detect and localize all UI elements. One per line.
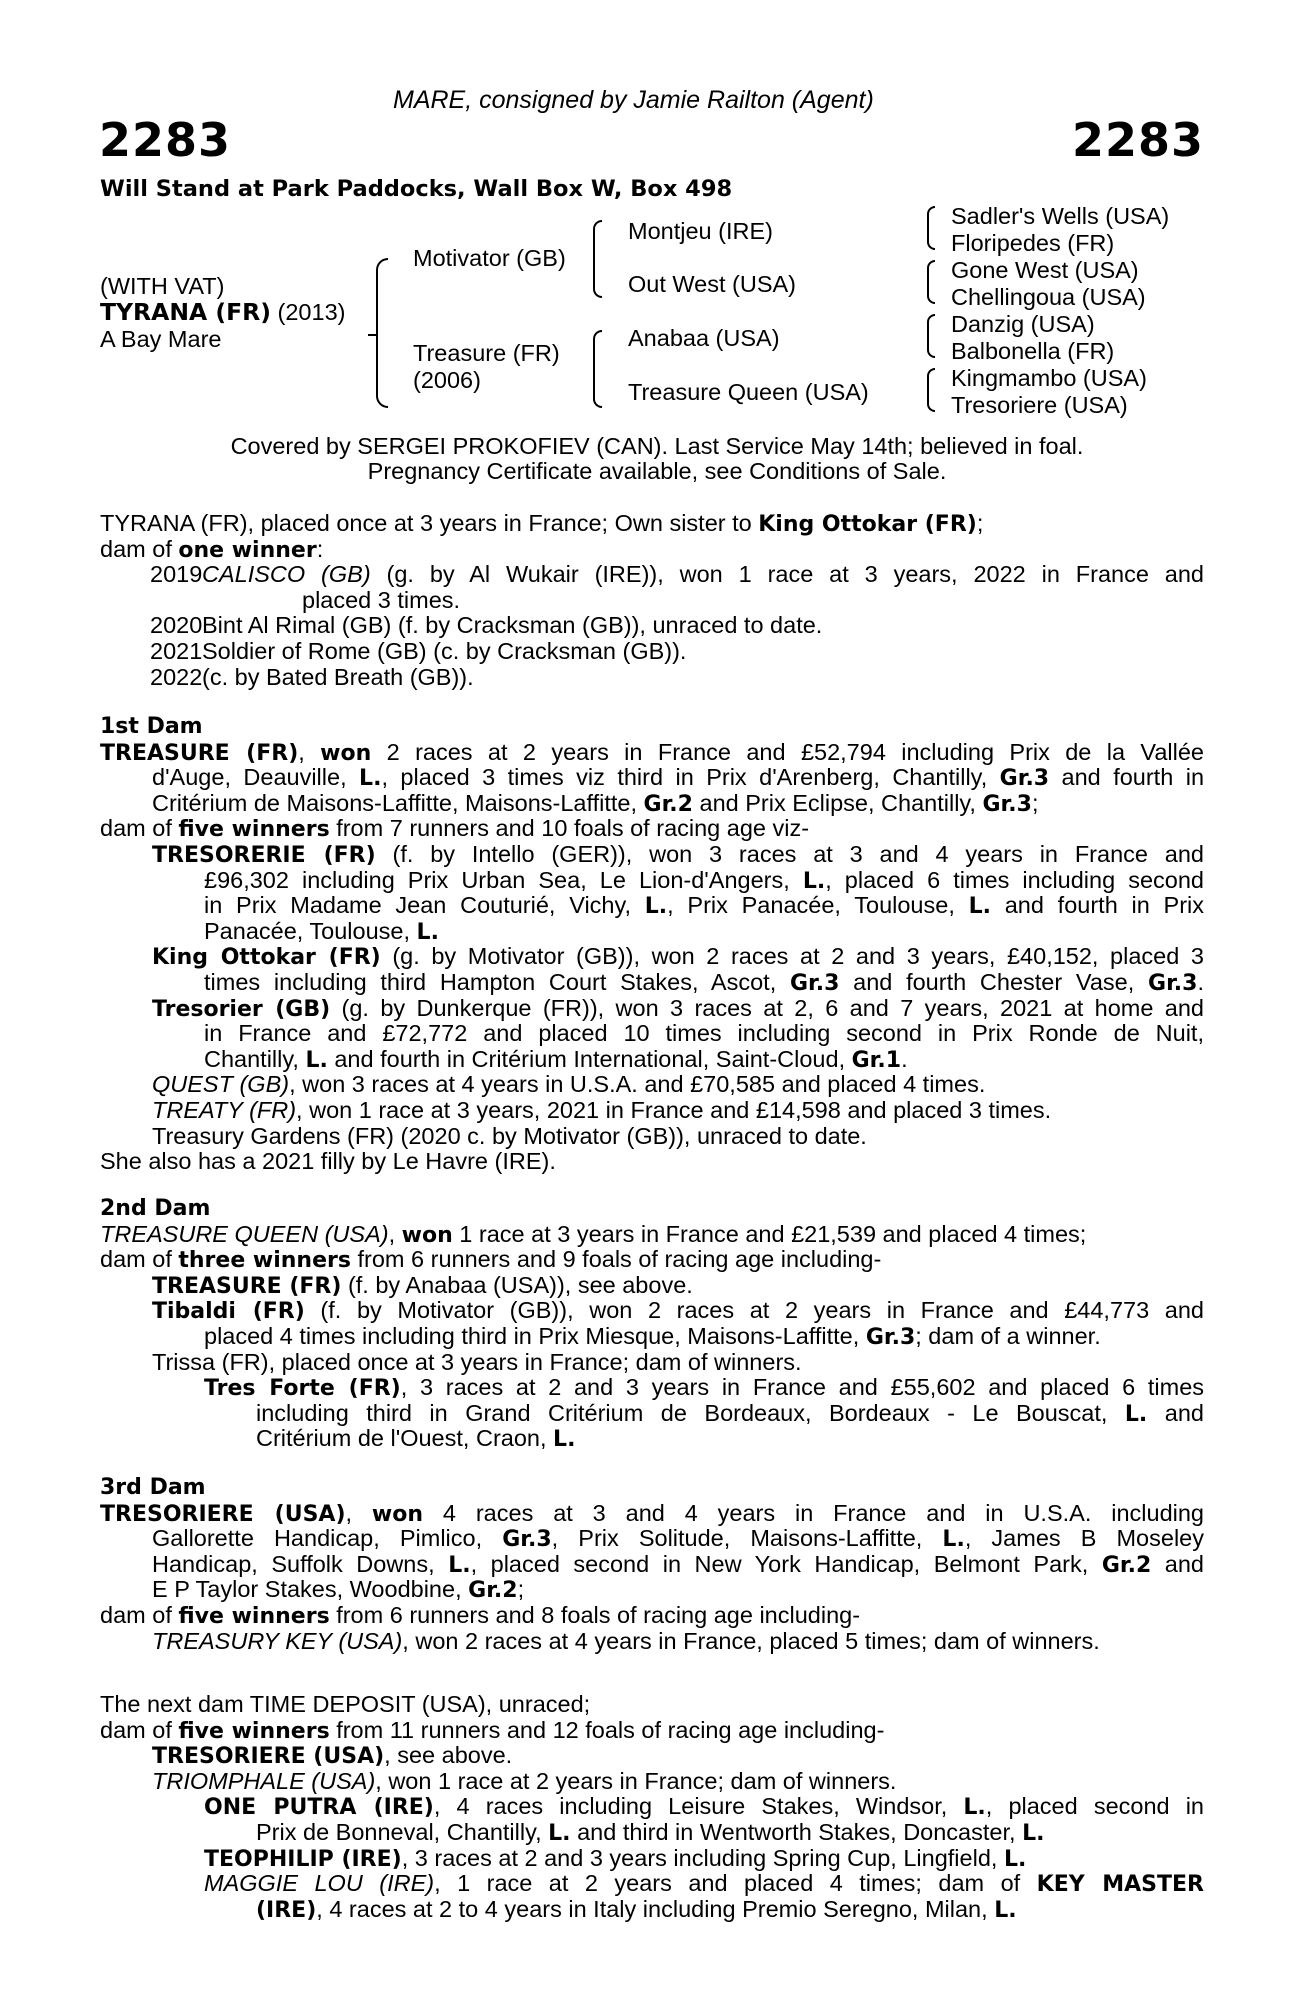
produce-2021: 2021Soldier of Rome (GB) (c. by Cracksman (GB)). [150, 637, 687, 664]
second-dam-line: Tres Forte (FR), 3 races at 2 and 3 years in France and £55,602 and placed 6 times [204, 1374, 1205, 1402]
ggp-8: Tresoriere (USA) [951, 392, 1128, 418]
sire-brace [593, 220, 602, 298]
third-dam-line: TRESORIERE (USA), won 4 races at 3 and 4 years in France and in U.S.A. including [100, 1499, 1205, 1527]
second-dam-line: placed 4 times including third in Prix Miesque, Maisons-Laffitte, Gr.3; dam of a winner. [204, 1322, 1101, 1350]
covered-line: Covered by SERGEI PROKOFIEV (CAN). Last Service May 14th; believed in foal. [230, 433, 1084, 459]
second-dam-line: dam of three winners from 6 runners and 9 foals of racing age including- [100, 1246, 882, 1274]
main-brace-bottom [376, 336, 388, 408]
next-dam-line: TRESORIERE (USA), see above. [152, 1742, 513, 1770]
first-dam-line: Critérium de Maisons-Laffitte, Maisons-Laffitte, Gr.2 and Prix Eclipse, Chantilly, Gr.3; [152, 789, 1039, 817]
lot-number-right: 2283 [1071, 113, 1204, 167]
next-dam-line: Prix de Bonneval, Chantilly, L. and third in Wentworth Stakes, Doncaster, L. [256, 1818, 1045, 1846]
third-dam-line: Handicap, Suffolk Downs, L., placed second in New York Handicap, Belmont Park, Gr.2 and [152, 1550, 1204, 1578]
third-dam-line: TREASURY KEY (USA), won 2 races at 4 years in France, placed 5 times; dam of winners. [152, 1627, 1100, 1654]
next-dam-line: TRIOMPHALE (USA), won 1 race at 2 years in France; dam of winners. [152, 1767, 897, 1794]
second-dam-section [100, 1196, 1204, 1452]
first-dam-line: TREATY (FR), won 1 race at 3 years, 2021 in France and £14,598 and placed 3 times. [152, 1096, 1052, 1123]
first-dam-line: Panacée, Toulouse, L. [204, 917, 439, 945]
stable-location: Will Stand at Park Paddocks, Wall Box W, Box 498 [100, 176, 733, 202]
second-dam-line: TREASURE (FR) (f. by Anabaa (USA)), see above. [152, 1271, 693, 1299]
first-dam-line: in Prix Madame Jean Couturié, Vichy, L., Prix Panacée, Toulouse, L. and fourth in Prix [204, 892, 1204, 920]
dam-name: Treasure (FR) [413, 340, 560, 366]
produce-2019: 2019CALISCO (GB) (g. by Al Wukair (IRE)), won 1 race at 3 years, 2022 in France and [150, 561, 1204, 588]
second-dam-line: Tibaldi (FR) (f. by Motivator (GB)), won 2 races at 2 years in France and £44,773 and [152, 1297, 1204, 1325]
dam-sire: Anabaa (USA) [628, 325, 780, 351]
next-dam-line: ONE PUTRA (IRE), 4 races including Leisure Stakes, Windsor, L., placed second in [204, 1793, 1205, 1821]
gp-brace-4 [927, 368, 935, 412]
next-dam-line: (IRE), 4 races at 2 to 4 years in Italy including Premio Seregno, Milan, L. [256, 1895, 1017, 1923]
produce-section [100, 511, 1204, 690]
third-dam-line: Gallorette Handicap, Pimlico, Gr.3, Prix Solitude, Maisons-Laffitte, L., James B Moseley [152, 1525, 1204, 1553]
first-dam-line: Chantilly, L. and fourth in Critérium International, Saint-Cloud, Gr.1. [204, 1045, 908, 1073]
produce-2020: 2020Bint Al Rimal (GB) (f. by Cracksman (GB)), unraced to date. [150, 612, 823, 639]
second-dam-line: Trissa (FR), placed once at 3 years in France; dam of winners. [152, 1348, 802, 1375]
horse-year: (2013) [277, 299, 346, 325]
sire-dam: Out West (USA) [628, 271, 797, 297]
ggp-5: Danzig (USA) [951, 311, 1095, 337]
sire-name: Motivator (GB) [413, 245, 566, 271]
ggp-1: Sadler's Wells (USA) [951, 203, 1170, 229]
first-dam-line: Treasury Gardens (FR) (2020 c. by Motivator (GB)), unraced to date. [152, 1122, 867, 1149]
third-dam-heading: 3rd Dam [100, 1475, 206, 1500]
main-brace-point [368, 334, 377, 336]
ggp-3: Gone West (USA) [951, 257, 1139, 283]
main-brace-top [376, 258, 388, 338]
dam-year: (2006) [413, 367, 481, 393]
horse-name-line [100, 300, 345, 326]
next-dam-line: MAGGIE LOU (IRE), 1 race at 2 years and placed 4 times; dam of KEY MASTER [204, 1870, 1204, 1898]
next-dam-line: dam of five winners from 11 runners and 12 foals of racing age including- [100, 1716, 885, 1744]
first-dam-line: QUEST (GB), won 3 races at 4 years in U.S.A. and £70,585 and placed 4 times. [152, 1071, 986, 1098]
second-dam-line: including third in Grand Critérium de Bordeaux, Bordeaux - Le Bouscat, L. and [256, 1399, 1204, 1427]
dam-dam: Treasure Queen (USA) [628, 379, 869, 405]
ggp-6: Balbonella (FR) [951, 338, 1115, 364]
first-dam-section [100, 714, 1204, 1175]
next-dam-line: TEOPHILIP (IRE), 3 races at 2 and 3 years including Spring Cup, Lingfield, L. [204, 1844, 1027, 1872]
first-dam-line: TRESORERIE (FR) (f. by Intello (GER)), won 3 races at 3 and 4 years in France and [152, 840, 1204, 868]
first-dam-line: times including third Hampton Court Stakes, Ascot, Gr.3 and fourth Chester Vase, Gr.3. [204, 968, 1204, 996]
third-dam-line: E P Taylor Stakes, Woodbine, Gr.2; [152, 1576, 525, 1604]
third-dam-line: dam of five winners from 6 runners and 8 foals of racing age including- [100, 1601, 861, 1629]
first-dam-line: King Ottokar (FR) (g. by Motivator (GB)), won 2 races at 2 and 3 years, £40,152, placed 3 [152, 943, 1204, 971]
ggp-4: Chellingoua (USA) [951, 284, 1146, 310]
first-dam-heading: 1st Dam [100, 714, 203, 739]
horse-description: A Bay Mare [100, 326, 222, 352]
first-dam-line: Tresorier (GB) (g. by Dunkerque (FR)), won 3 races at 2, 6 and 7 years, 2021 at home and [152, 994, 1204, 1022]
first-dam-line: dam of five winners from 7 runners and 10 foals of racing age viz- [100, 815, 810, 843]
vat-label: (WITH VAT) [100, 273, 225, 299]
lot-number-left: 2283 [99, 113, 232, 167]
horse-name: TYRANA (FR) [100, 298, 271, 326]
second-dam-heading: 2nd Dam [100, 1196, 211, 1221]
second-dam-line: TREASURE QUEEN (USA), won 1 race at 3 years in France and £21,539 and placed 4 times; [100, 1220, 1087, 1248]
gp-brace-3 [927, 314, 935, 358]
produce-2019-cont: placed 3 times. [302, 586, 461, 613]
first-dam-line: £96,302 including Prix Urban Sea, Le Lion-d'Angers, L., placed 6 times including second [204, 866, 1205, 894]
gp-brace-2 [927, 260, 935, 304]
produce-2022: 2022(c. by Bated Breath (GB)). [150, 663, 474, 690]
next-dam-line: The next dam TIME DEPOSIT (USA), unraced; [100, 1691, 591, 1717]
gp-brace-1 [927, 206, 935, 250]
intro-line-2: dam of one winner: [100, 535, 324, 563]
intro-line-1: TYRANA (FR), placed once at 3 years in France; Own sister to King Ottokar (FR); [100, 510, 984, 537]
ggp-2: Floripedes (FR) [951, 230, 1115, 256]
second-dam-line: Critérium de l'Ouest, Craon, L. [256, 1425, 576, 1453]
first-dam-line: in France and £72,772 and placed 10 times including second in Prix Ronde de Nuit, [204, 1020, 1204, 1047]
ggp-7: Kingmambo (USA) [951, 365, 1147, 391]
dam-brace [593, 330, 602, 408]
consignor-line: MARE, consigned by Jamie Railton (Agent) [393, 86, 874, 114]
first-dam-line: She also has a 2021 filly by Le Havre (IRE). [100, 1148, 556, 1175]
pregnancy-line: Pregnancy Certificate available, see Conditions of Sale. [367, 458, 947, 484]
third-dam-section [100, 1475, 1204, 1654]
first-dam-line: TREASURE (FR), won 2 races at 2 years in France and £52,794 including Prix de la Vallée [100, 738, 1204, 766]
first-dam-line: d'Auge, Deauville, L., placed 3 times viz third in Prix d'Arenberg, Chantilly, Gr.3 and fourth in [152, 764, 1205, 792]
sire-sire: Montjeu (IRE) [628, 218, 773, 244]
next-dam-section [100, 1692, 1204, 1922]
